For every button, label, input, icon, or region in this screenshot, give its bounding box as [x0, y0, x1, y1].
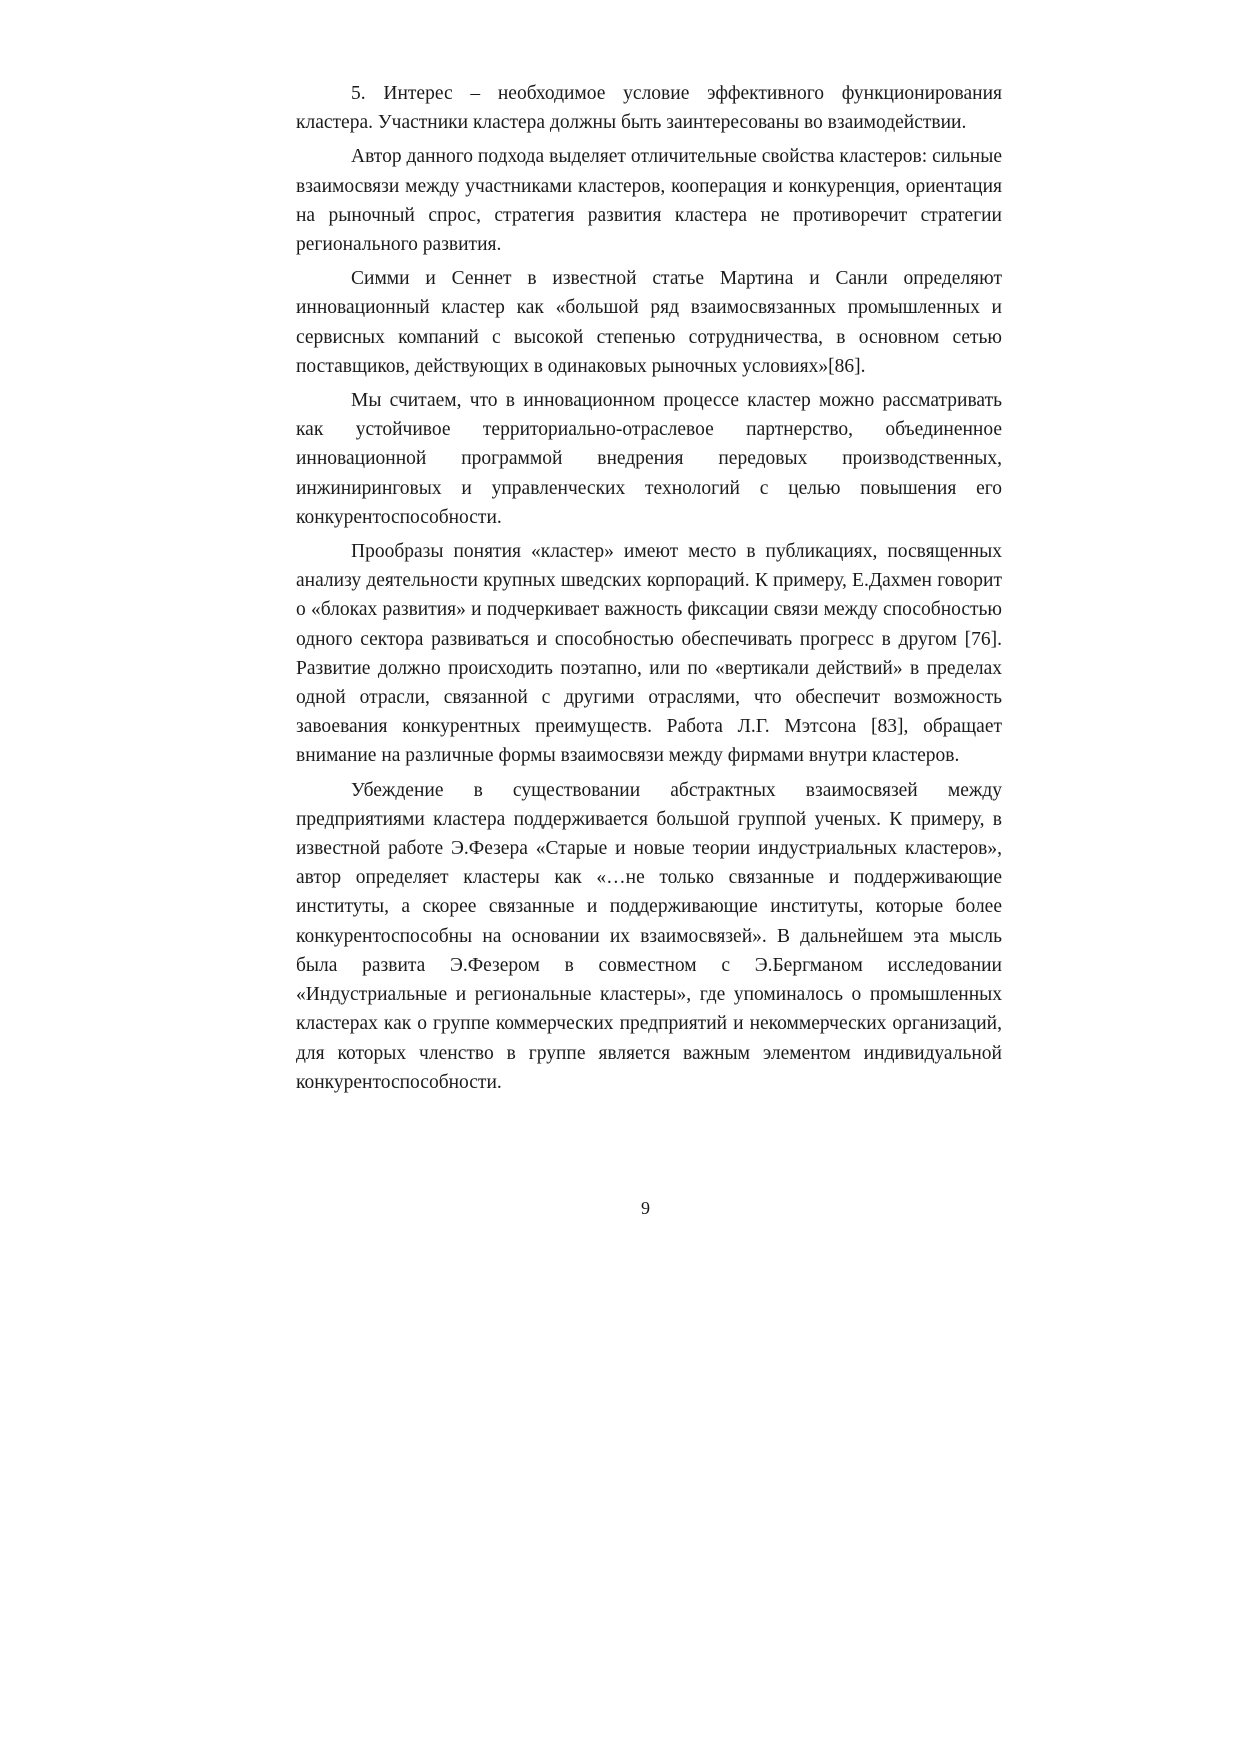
- page-number: 9: [641, 1198, 650, 1218]
- body-text: [296, 79, 1002, 1102]
- paragraph-our-view: Мы считаем, что в инновационном процессе кластер можно рассматривать как устойчивое территориально-отраслевое партнерство, объединенное инновационной программой внедрения передовых производственных, инжиниринговых и управленческих технологий с целью повышения его конкурентоспособности.: [296, 390, 1002, 528]
- paragraph-interest-condition: 5. Интерес – необходимое условие эффективного функционирования кластера. Участники кластера должны быть заинтересованы во взаимодействии.: [296, 83, 1002, 134]
- paragraph-simmie-sennett: Симми и Сеннет в известной статье Мартина и Санли определяют инновационный кластер как «большой ряд взаимосвязанных промышленных и сервисных компаний с высокой степенью сотрудничества, в основном сетью поставщиков, действующих в одинаковых рыночных условиях»[86].: [296, 268, 1002, 377]
- paragraph-cluster-properties: Автор данного подхода выделяет отличительные свойства кластеров: сильные взаимосвязи между участниками кластеров, кооперация и конкуренция, ориентация на рыночный спрос, стратегия развития кластера не противоречит стратегии регионального развития.: [296, 146, 1002, 256]
- paragraph-prototypes: Прообразы понятия «кластер» имеют место в публикациях, посвященных анализу деятельности крупных шведских корпораций. К примеру, Е.Дахмен говорит о «блоках развития» и подчеркивает важность фиксации связи между способностью одного сектора развиваться и способностью обеспечивать прогресс в другом [76]. Развитие должно происходить поэтапно, или по «вертикали действий» в пределах одной отрасли, связанной с другими отраслями, что обеспечит возможность завоевания конкурентных преимуществ. Работа Л.Г. Мэтсона [83], обращает внимание на различные формы взаимосвязи между фирмами внутри кластеров.: [296, 541, 1002, 767]
- paragraph-feser: Убеждение в существовании абстрактных взаимосвязей между предприятиями кластера поддерживается большой группой ученых. К примеру, в известной работе Э.Фезера «Старые и новые теории индустриальных кластеров», автор определяет кластеры как «…не только связанные и поддерживающие институты, а скорее связанные и поддерживающие институты, которые более конкурентоспособны на основании их взаимосвязей». В дальнейшем эта мысль была развита Э.Фезером в совместном с Э.Бергманом исследовании «Индустриальные и региональные кластеры», где упоминалось о промышленных кластерах как о группе коммерческих предприятий и некоммерческих организаций, для которых членство в группе является важным элементом индивидуальной конкурентоспособности.: [296, 779, 1002, 1093]
